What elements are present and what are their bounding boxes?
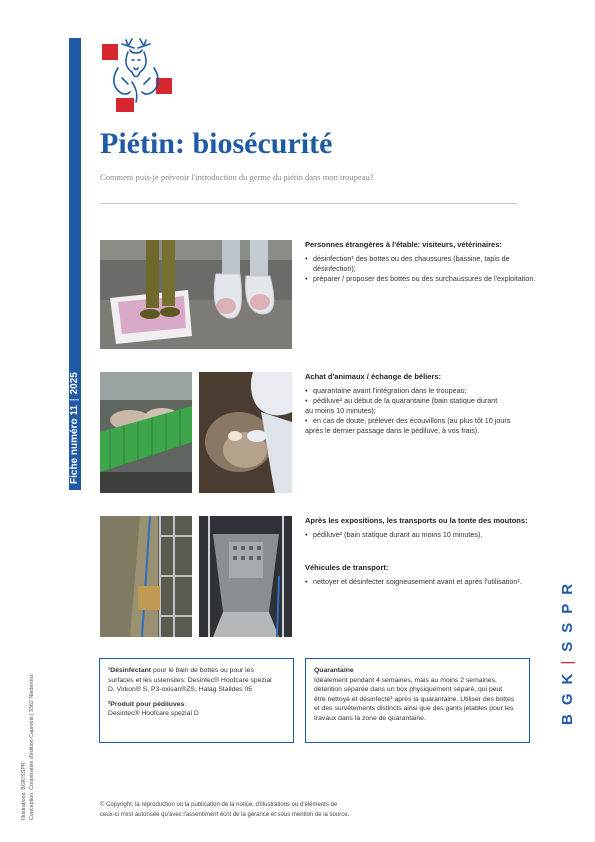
section-heading: Véhicules de transport: <box>305 563 389 572</box>
list-item: • préparer / proposer des bottes ou des surchaussures de l'exploitation. <box>305 274 545 284</box>
photo-footbath <box>100 516 192 637</box>
section-heading: Achat d'animaux / échange de béliers: <box>305 372 441 381</box>
section-vehicles <box>305 563 545 587</box>
photo-transport-trailer <box>199 516 292 637</box>
quarantine-line: travaux dans la zone de quarantaine. <box>314 714 426 722</box>
list-item-continuation: au moins 10 minutes); <box>305 406 376 415</box>
brand-wordmark: BGK|SSPR <box>559 574 576 725</box>
quarantine-line: détention séparée dans un box physiquement séparé, qui peut <box>314 686 503 693</box>
divider <box>100 203 518 204</box>
list-item-continuation: après le dernier passage dans le pédiluve, à vos frais). <box>305 426 480 435</box>
list-item: • pédiluve² (bain statique durant au moins 10 minutes). <box>305 530 545 540</box>
page-subtitle: Comment puis-je prévenir l'introduction du germe du piétin dans mon troupeau? <box>100 172 374 182</box>
copyright-line: ceux-ci n'est autorisée qu'avec l'assentiment écrit de la gérance et sous mention de la source. <box>100 812 350 818</box>
list-item: • désinfection¹ des bottes ou des chaussures (bassine, tapis de désinfection); <box>305 254 545 274</box>
quarantine-line: Idéalement pendant 4 semaines, mais au moins 2 semaines, <box>314 676 497 684</box>
illustration-credit: Illustrations: BGK/SSPR <box>21 762 27 820</box>
page-title: Piétin: biosécurité <box>100 127 333 160</box>
section-heading: Personnes étrangères à l'étable: visiteurs, vétérinaires: <box>305 240 502 249</box>
stag-logo <box>98 38 186 116</box>
quarantine-box <box>305 658 530 743</box>
photo-boot-disinfection <box>100 240 292 349</box>
section-purchase <box>305 372 545 436</box>
sheet-number-label: Fiche numéro 11|2025 <box>69 372 80 484</box>
quarantine-title: Quarantaine <box>314 667 354 674</box>
copyright-line: © Copyright: la reproduction ou la publication de la notice, d'illustrations ou d'éléments de <box>100 802 338 808</box>
list-item: • pédiluve² au début de la quarantaine (bain statique durant <box>305 396 545 406</box>
section-heading: Après les expositions, les transports ou la tonte des moutons: <box>305 516 528 525</box>
copyright-notice <box>100 800 360 820</box>
section-visitors <box>305 240 545 284</box>
footnote-box <box>99 658 294 743</box>
photo-sheep-pen <box>100 372 192 493</box>
photo-hoof-swab <box>199 372 292 493</box>
sidebar-band <box>69 38 81 490</box>
footbath-product-note: ²Produit pour pédiluves: Desintec® Hoofcare spezial D <box>108 700 199 717</box>
section-exhibitions <box>305 516 545 540</box>
list-item: • en cas de doute, prélever des écouvillons (au plus tôt 10 jours <box>305 416 545 426</box>
list-item: • nettoyer et désinfecter soigneusement avant et après l'utilisation¹. <box>305 577 545 587</box>
conception-credit: Conception: Coopérative d'édition Caprovis | 3362 Niederönz <box>29 674 35 820</box>
list-item: • quarantaine avant l'intégration dans le troupeau; <box>305 386 545 396</box>
quarantine-line: être nettoyé et désinfecté¹ après la quarantaine. Utiliser des bottes <box>314 695 515 703</box>
disinfectant-note: ¹Désinfectant pour le bain de bottes ou pour les surfaces et les ustensiles: Desintec® Hoofcare spezial D, Virkon® S, P3-oxisan®ZS, Halag Stalldes 05 <box>108 667 272 693</box>
quarantine-line: et des survêtements distincts ainsi que des gants jetables pour les <box>314 705 514 712</box>
